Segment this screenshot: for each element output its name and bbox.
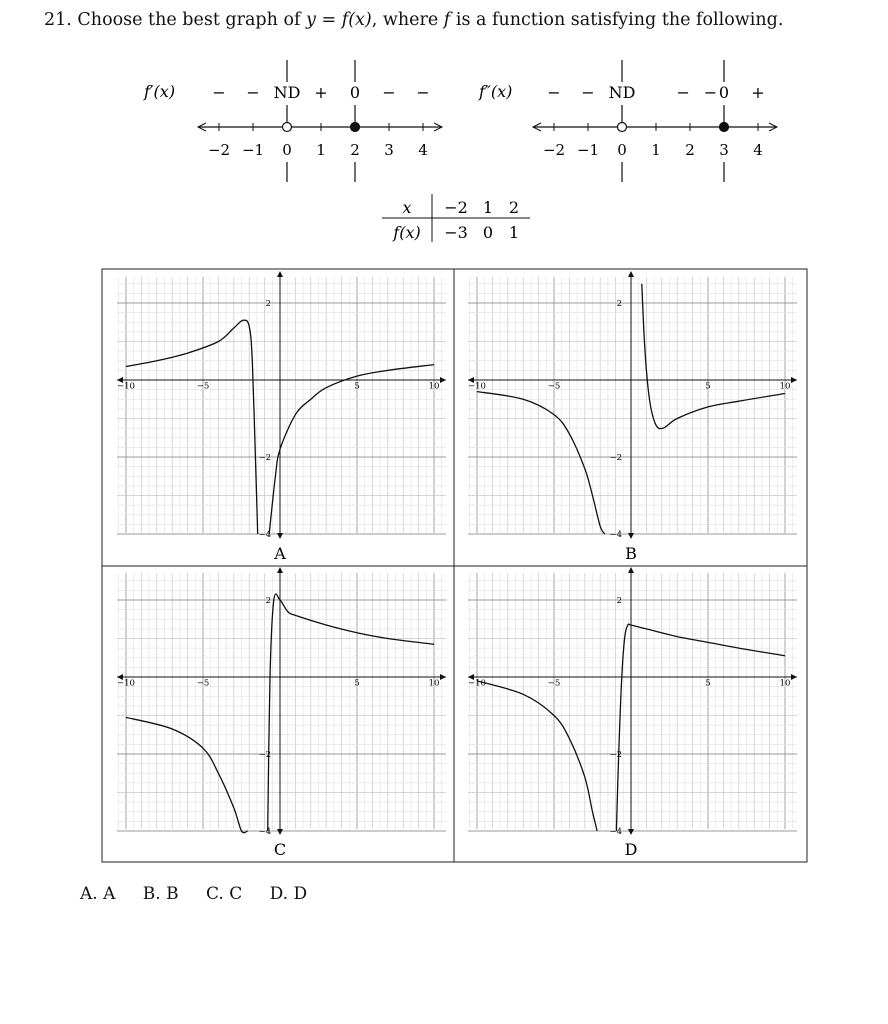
y-tick-label: 2 — [265, 596, 271, 606]
x-tick-label: 5 — [705, 678, 711, 689]
y-axis-bottom-arrow — [277, 533, 283, 539]
x-tick-label: −10 — [117, 678, 135, 689]
x-axis-right-arrow — [791, 377, 797, 383]
number-line-tick-label: 3 — [719, 141, 729, 159]
number-line-tick-label: 0 — [617, 141, 627, 159]
x-tick-label: −5 — [547, 381, 561, 392]
graph-panel-d — [468, 567, 797, 859]
y-axis-bottom-arrow — [277, 829, 283, 835]
number-line-tick-label: −2 — [542, 141, 566, 159]
y-axis-top-arrow — [277, 271, 283, 277]
table-x-value: 2 — [508, 198, 520, 217]
sign-symbol: − — [416, 83, 430, 102]
y-tick-label: −2 — [609, 750, 622, 760]
y-axis-top-arrow — [628, 567, 634, 573]
x-tick-label: 5 — [354, 381, 360, 392]
table-fx-label: f(x) — [393, 223, 421, 242]
y-tick-label: −4 — [609, 530, 622, 540]
graph-label: C — [273, 840, 287, 859]
y-tick-label: −4 — [609, 827, 622, 837]
y-tick-label: 2 — [616, 596, 622, 606]
table-fx-value: 0 — [482, 223, 494, 242]
function-curve — [616, 624, 785, 831]
question-text-after: is a function satisfying the following. — [455, 10, 784, 30]
x-tick-label: 10 — [428, 678, 440, 689]
x-tick-label: −10 — [117, 381, 135, 392]
sign-symbol: ND — [273, 83, 301, 102]
choice-a[interactable]: A. A — [80, 884, 116, 904]
sign-symbol: 0 — [718, 83, 730, 102]
sign-symbol: 0 — [349, 83, 361, 102]
number-line-tick-label: 2 — [350, 141, 360, 159]
x-tick-label: −5 — [547, 678, 561, 689]
graph-label: D — [624, 840, 638, 859]
number-line-tick-label: 4 — [418, 141, 428, 159]
x-tick-label: 10 — [779, 381, 791, 392]
sign-symbol: − — [547, 83, 561, 102]
sign-symbol: + — [314, 83, 328, 102]
y-axis-bottom-arrow — [628, 829, 634, 835]
question-text-middle: , where — [371, 10, 439, 30]
y-tick-label: −2 — [258, 453, 271, 463]
graph-label: B — [625, 544, 637, 563]
choice-b[interactable]: B. B — [142, 884, 179, 904]
y-tick-label: −2 — [258, 750, 271, 760]
function-curve — [642, 284, 785, 429]
number-line-tick-label: −1 — [576, 141, 600, 159]
sign-symbol: − — [382, 83, 396, 102]
x-tick-label: 10 — [428, 381, 440, 392]
y-axis-top-arrow — [277, 567, 283, 573]
graph-panel-b — [468, 271, 797, 563]
sign-symbol: + — [751, 83, 765, 102]
x-tick-label: 5 — [705, 381, 711, 392]
sign-symbol: − — [581, 83, 595, 102]
x-tick-label: −5 — [196, 678, 210, 689]
sign-chart-label: f′(x) — [144, 82, 176, 101]
x-axis-right-arrow — [440, 674, 446, 680]
sign-symbol: − — [212, 83, 226, 102]
number-line-tick-label: 2 — [685, 141, 695, 159]
question-function-name: f — [443, 10, 451, 30]
sign-symbol: − — [703, 83, 718, 102]
table-x-value: −2 — [444, 198, 468, 217]
sign-symbol: ND — [608, 83, 636, 102]
number-line-tick-label: 3 — [384, 141, 394, 159]
x-tick-label: 10 — [779, 678, 791, 689]
function-curve — [126, 320, 258, 534]
y-tick-label: 2 — [616, 299, 622, 309]
function-curve — [265, 594, 434, 831]
x-tick-label: −10 — [468, 678, 486, 689]
number-line-tick-label: 1 — [316, 141, 326, 159]
y-tick-label: −2 — [609, 453, 622, 463]
graph-label: A — [274, 544, 286, 563]
number-line-tick-label: 1 — [651, 141, 661, 159]
number-line-tick-label: 0 — [282, 141, 292, 159]
x-tick-label: 5 — [354, 678, 360, 689]
y-tick-label: 2 — [265, 299, 271, 309]
graph-panel-c — [117, 567, 446, 859]
table-fx-value: −3 — [444, 223, 468, 242]
y-axis-top-arrow — [628, 271, 634, 277]
table-x-label: x — [402, 198, 412, 217]
graph-panel-a — [117, 271, 446, 563]
function-curve — [269, 365, 434, 534]
sign-symbol: − — [676, 83, 690, 102]
x-tick-label: −10 — [468, 381, 486, 392]
x-tick-label: −5 — [196, 381, 210, 392]
sign-chart-label: f″(x) — [479, 82, 513, 101]
y-axis-bottom-arrow — [628, 533, 634, 539]
choice-d[interactable]: D. D — [269, 884, 308, 904]
table-fx-value: 1 — [508, 223, 520, 242]
question-text-before: Choose the best graph of — [77, 10, 301, 30]
question-equation: y = f(x) — [306, 10, 372, 30]
x-axis-right-arrow — [791, 674, 797, 680]
answer-choices — [80, 884, 329, 904]
number-line-tick-label: 4 — [753, 141, 763, 159]
number-line-tick-label: −2 — [207, 141, 231, 159]
question-number: 21. — [44, 10, 72, 30]
y-tick-label: −4 — [258, 827, 271, 837]
y-tick-label: −4 — [258, 530, 271, 540]
x-axis-right-arrow — [440, 377, 446, 383]
function-curve — [477, 392, 605, 534]
sign-symbol: − — [246, 83, 260, 102]
number-line-tick-label: −1 — [241, 141, 265, 159]
table-x-value: 1 — [482, 198, 494, 217]
choice-c[interactable]: C. C — [205, 884, 243, 904]
